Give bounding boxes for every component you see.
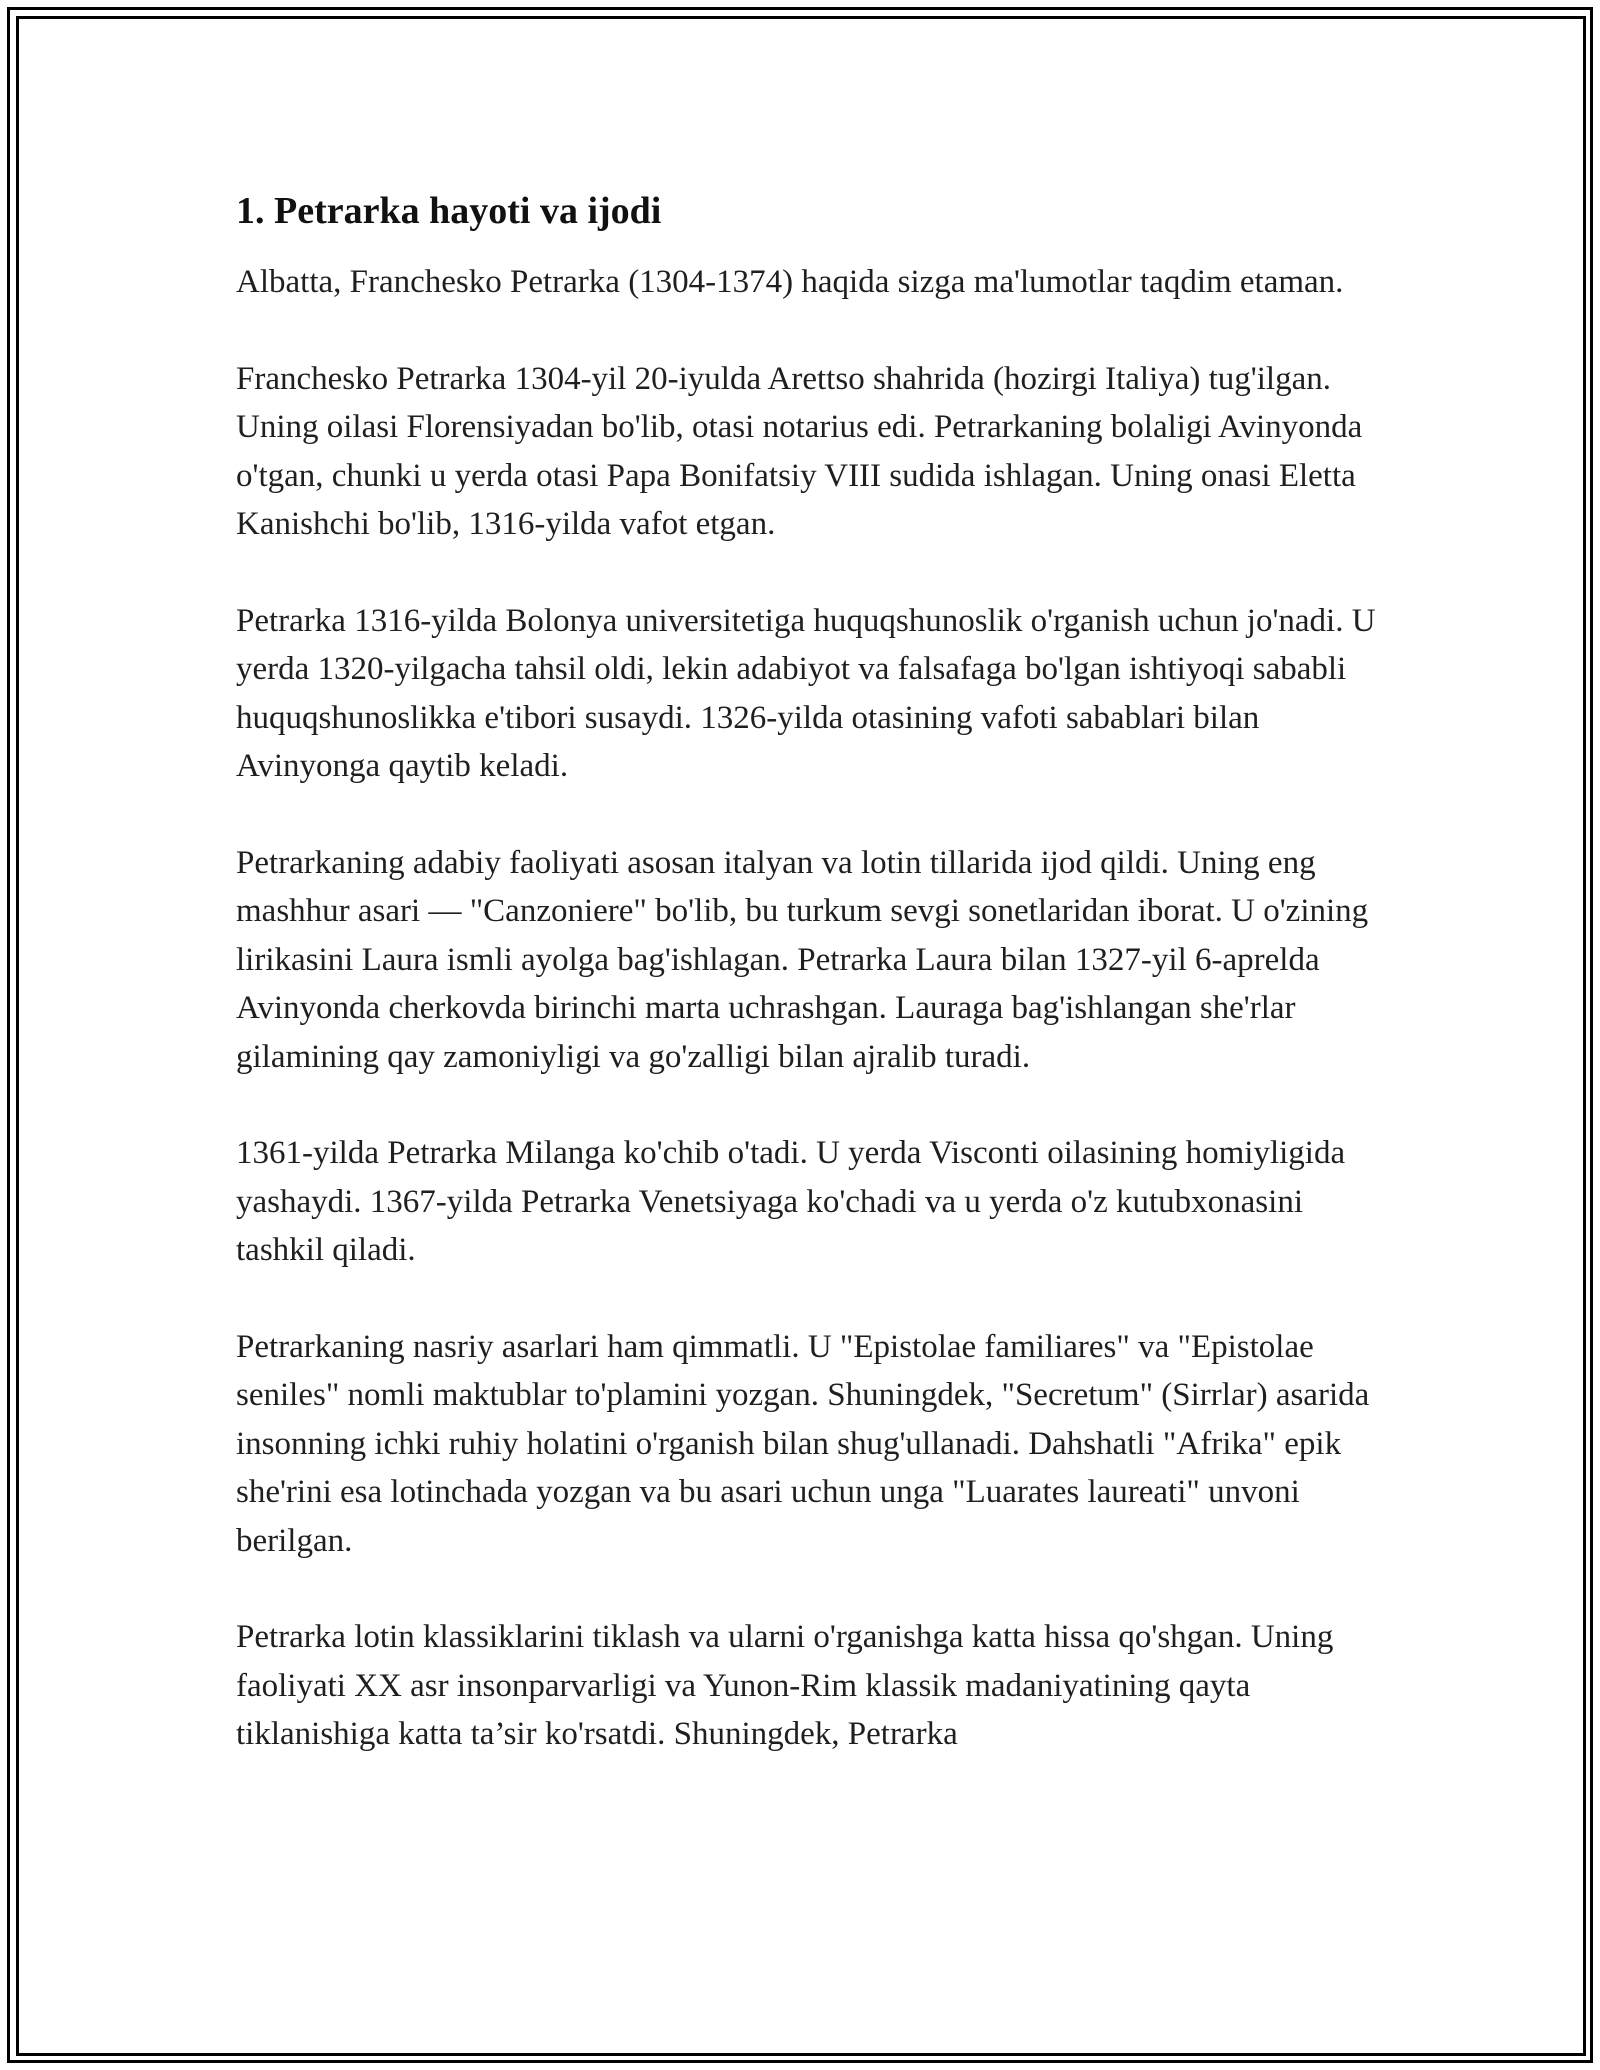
paragraph-birth: Franchesko Petrarka 1304-yil 20-iyulda Arettso shahrida (hozirgi Italiya) tug'ilgan. Uning oilasi Florensiyadan bo'lib, otasi notarius edi. Petrarkaning bolaligi Avinyonda o'tgan, chunki u yerda otasi Papa Bonifatsiy VIII sudida ishlagan. Uning onasi Eletta Kanishchi bo'lib, 1316-yilda vafot etgan. (236, 360, 1363, 542)
paragraph-prose-works: Petrarkaning nasriy asarlari ham qimmatli. U "Epistolae familiares" va "Epistolae seniles" nomli maktublar to'plamini yozgan. Shuningdek, "Secretum" (Sirrlar) asarida insonning ichki ruhiy holatini o'rganish bilan shug'ullanadi. Dahshatli "Afrika" epik she'rini esa lotinchada yozgan va bu asari uchun unga "Luarates laureati" unvoni berilgan. (236, 1328, 1370, 1559)
paragraph-education: Petrarka 1316-yilda Bolonya universitetiga huquqshunoslik o'rganish uchun jo'nadi. U yerda 1320-yilgacha tahsil oldi, lekin adabiyot va falsafaga bo'lgan ishtiyoqi sababli huquqshunoslikka e'tibori susaydi. 1326-yilda otasining vafoti sabablari bilan Avinyonga qaytib keladi. (236, 602, 1376, 784)
paragraph-milan-venice: 1361-yilda Petrarka Milanga ko'chib o'tadi. U yerda Visconti oilasining homiyligida yashaydi. 1367-yilda Petrarka Venetsiyaga ko'chadi va u yerda o'z kutubxonasini tashkil qiladi. (236, 1135, 1346, 1268)
paragraph-intro: Albatta, Franchesko Petrarka (1304-1374) haqida sizga ma'lumotlar taqdim etaman. (236, 264, 1344, 300)
section-title: 1. Petrarka hayoti va ijodi (236, 190, 662, 232)
paragraph-legacy: Petrarka lotin klassiklarini tiklash va ularni o'rganishga katta hissa qo'shgan. Uning faoliyati XX asr insonparvarligi va Yunon-Rim klassik madaniyatining qayta tiklanishiga katta ta’sir ko'rsatdi. Shuningdek, Petrarka (236, 1619, 1334, 1752)
document-body (236, 186, 1376, 1807)
paragraph-literary-work: Petrarkaning adabiy faoliyati asosan italyan va lotin tillarida ijod qildi. Uning eng mashhur asari — "Canzoniere" bo'lib, bu turkum sevgi sonetlaridan iborat. U o'zining lirikasini Laura ismli ayolga bag'ishlagan. Petrarka Laura bilan 1327-yil 6-aprelda Avinyonda cherkovda birinchi marta uchrashgan. Lauraga bag'ishlangan she'rlar gilamining qay zamoniyligi va go'zalligi bilan ajralib turadi. (236, 844, 1369, 1075)
